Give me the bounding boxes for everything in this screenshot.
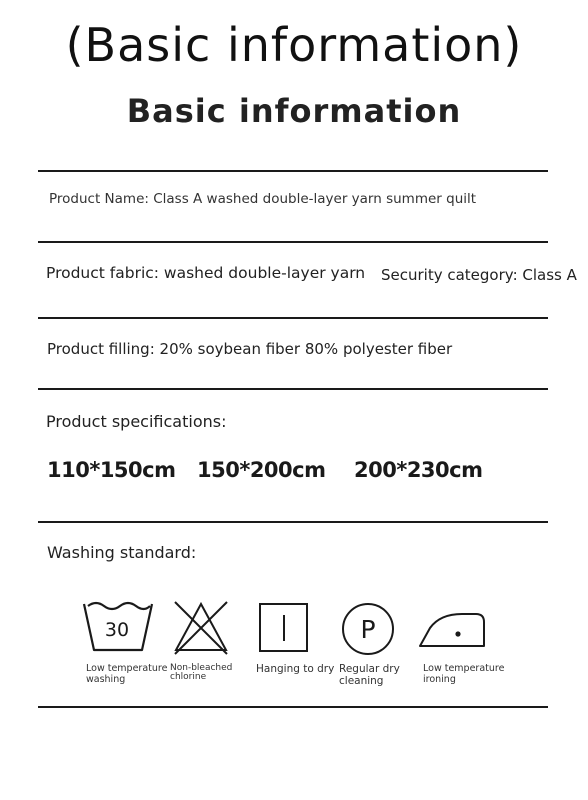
divider (38, 388, 548, 390)
icon-label: Low temperature ironing (423, 663, 505, 685)
product-name: Product Name: Class A washed double-layer yarn summer quilt (49, 191, 477, 207)
dry-clean-p-icon (341, 602, 395, 656)
security-category: Security category: Class A (381, 266, 577, 284)
divider (38, 170, 548, 172)
page-title: (Basic information) (65, 18, 523, 72)
wash-temperature-text: 30 (104, 619, 130, 641)
divider (38, 317, 548, 319)
icon-label: Hanging to dry (256, 663, 335, 675)
specifications-heading: Product specifications: (46, 412, 227, 431)
icon-label: Low temperature washing (86, 663, 168, 685)
spec-size: 150*200cm (197, 458, 326, 482)
dry-clean-letter: P (360, 615, 376, 644)
product-fabric: Product fabric: washed double-layer yarn (46, 264, 366, 282)
spec-size: 200*230cm (354, 458, 483, 482)
icon-label: Non-bleached chlorine (170, 663, 233, 682)
divider (38, 706, 548, 708)
no-bleach-icon (172, 600, 230, 656)
washing-heading: Washing standard: (47, 543, 197, 562)
spec-size: 110*150cm (47, 458, 176, 482)
divider (38, 521, 548, 523)
section-title: Basic information (126, 92, 462, 130)
iron-low-icon (418, 606, 490, 650)
divider (38, 241, 548, 243)
product-filling: Product filling: 20% soybean fiber 80% polyester fiber (47, 340, 453, 358)
hang-dry-icon (259, 603, 309, 653)
wash-30-icon (82, 598, 154, 658)
icon-label: Regular dry cleaning (339, 663, 400, 687)
